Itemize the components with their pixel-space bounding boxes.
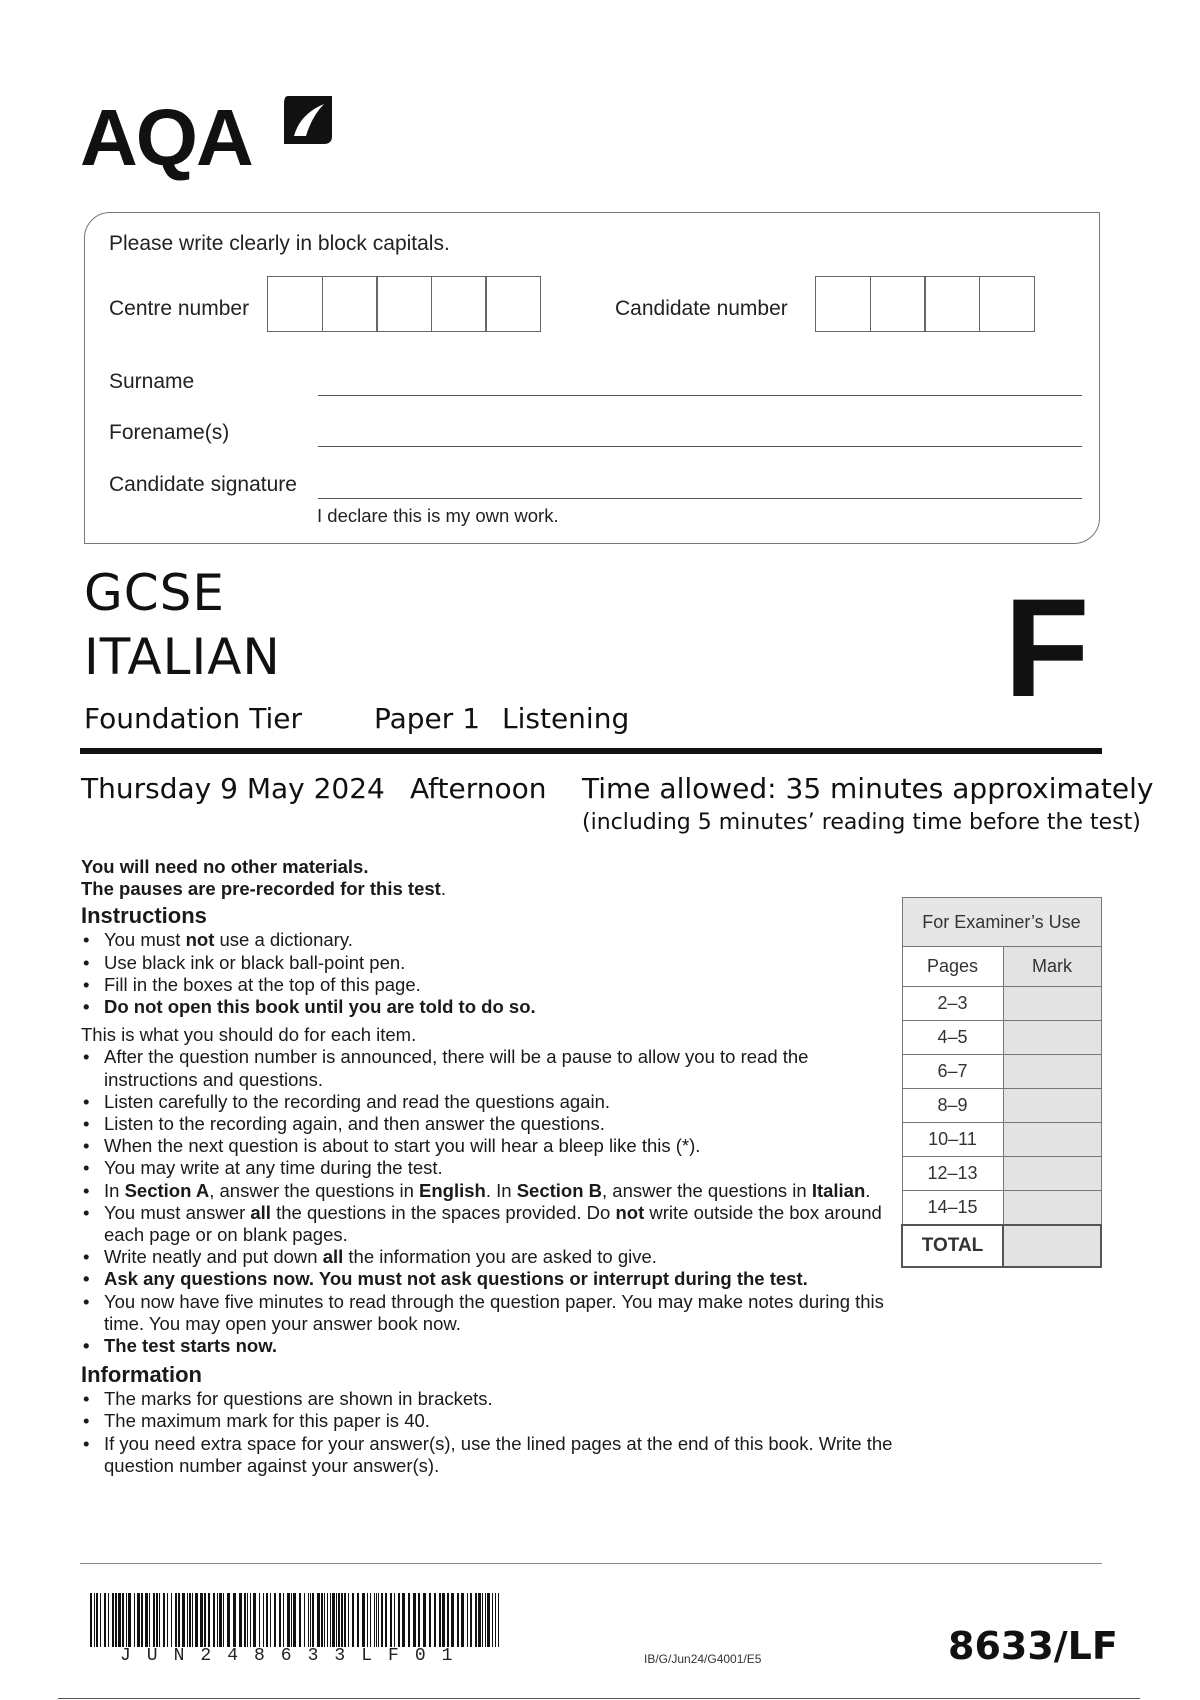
signature-label: Candidate signature [109,473,297,496]
examiner-use-table [901,897,1102,1268]
table-row [902,1191,1101,1226]
qualification-title: GCSE [84,564,225,622]
total-mark-cell[interactable] [1003,1225,1101,1267]
list-item: • If you need extra space for your answer(s), use the lined pages at the end of this book. Write the question number against your answer(s). [81,1433,901,1477]
tier-letter: F [1004,569,1090,726]
forename-label: Forename(s) [109,421,230,444]
list-item: • In Section A, answer the questions in English. In Section B, answer the questions in Italian. [81,1180,901,1202]
logo-text: AQA [80,93,252,182]
mark-cell[interactable] [1003,1123,1101,1157]
pages-cell: 12–13 [902,1157,1003,1191]
mark-cell[interactable] [1003,1021,1101,1055]
information-list [81,1388,901,1477]
list-item: • The test starts now. [81,1335,901,1357]
barcode-icon [90,1593,502,1647]
mark-column-header: Mark [1003,947,1101,987]
pages-cell: 2–3 [902,987,1003,1021]
paper-code: 8633/LF [948,1624,1118,1668]
candidate-number-boxes[interactable] [815,276,1033,332]
centre-number-cell[interactable] [376,276,432,332]
list-item: • When the next question is about to start you will hear a bleep like this (*). [81,1135,901,1157]
list-item: • You now have five minutes to read through the question paper. You may make notes during this time. You may open your answer book now. [81,1291,901,1335]
item-intro: This is what you should do for each item. [81,1024,417,1046]
table-row [902,1021,1101,1055]
pages-cell: 10–11 [902,1123,1003,1157]
table-row [902,1089,1101,1123]
centre-number-cell[interactable] [431,276,487,332]
centre-number-cell[interactable] [267,276,323,332]
barcode-text: JUN248633LF01 [120,1646,469,1666]
paper-component: Listening [502,702,630,735]
subject-title: ITALIAN [84,628,281,686]
instructions-heading: Instructions [81,903,207,929]
list-item: • Ask any questions now. You must not ask questions or interrupt during the test. [81,1268,901,1290]
information-heading: Information [81,1362,202,1388]
surname-label: Surname [109,370,195,393]
pages-column-header: Pages [902,947,1003,987]
mark-cell[interactable] [1003,1191,1101,1226]
total-label: TOTAL [902,1225,1003,1267]
footer-divider [80,1563,1102,1564]
centre-number-label: Centre number [109,297,250,320]
signature-line[interactable] [318,498,1082,499]
candidate-number-cell[interactable] [924,276,980,332]
list-item: • You must answer all the questions in the spaces provided. Do not write outside the box around each page or on blank pages. [81,1202,901,1246]
list-item: • Listen carefully to the recording and read the questions again. [81,1091,901,1113]
list-item: • The marks for questions are shown in brackets. [81,1388,901,1410]
mark-cell[interactable] [1003,987,1101,1021]
exam-session: Afternoon [410,772,547,805]
tier-name: Foundation Tier [84,702,302,735]
table-row [902,1123,1101,1157]
list-item: • Listen to the recording again, and then answer the questions. [81,1113,901,1135]
pauses-note: The pauses are pre-recorded for this test. [81,878,446,900]
paper-number: Paper 1 [374,702,481,735]
list-item: • You must not use a dictionary. [81,929,901,951]
examiner-table-heading: For Examiner’s Use [902,898,1101,947]
declaration-text: I declare this is my own work. [317,505,559,526]
list-item: • After the question number is announced, there will be a pause to allow you to read the instructions and questions. [81,1046,901,1090]
list-item: • You may write at any time during the test. [81,1157,901,1179]
candidate-number-label: Candidate number [615,297,788,320]
table-row [902,1157,1101,1191]
list-item: • Do not open this book until you are told to do so. [81,996,901,1018]
pages-cell: 14–15 [902,1191,1003,1226]
document-reference: IB/G/Jun24/G4001/E5 [644,1652,762,1666]
materials-note: You will need no other materials. [81,856,369,877]
list-item: • Write neatly and put down all the information you are asked to give. [81,1246,901,1268]
total-row [902,1225,1101,1267]
item-steps-list [81,1046,901,1357]
instructions-block [81,856,901,1477]
block-capitals-note: Please write clearly in block capitals. [109,232,450,255]
table-row [902,1055,1101,1089]
list-item: • Fill in the boxes at the top of this page. [81,974,901,996]
title-divider [80,748,1102,754]
exam-date: Thursday 9 May 2024 [81,772,385,805]
instructions-list [81,929,901,1018]
centre-number-boxes[interactable] [267,276,540,332]
list-item: • The maximum mark for this paper is 40. [81,1410,901,1432]
pages-cell: 6–7 [902,1055,1003,1089]
centre-number-cell[interactable] [322,276,378,332]
pages-cell: 4–5 [902,1021,1003,1055]
mark-cell[interactable] [1003,1055,1101,1089]
aqa-logo [80,88,350,188]
mark-cell[interactable] [1003,1157,1101,1191]
forename-line[interactable] [318,446,1082,447]
aqa-leaf-icon [280,92,336,148]
surname-line[interactable] [318,395,1082,396]
table-row [902,987,1101,1021]
mark-cell[interactable] [1003,1089,1101,1123]
candidate-number-cell[interactable] [979,276,1035,332]
pages-cell: 8–9 [902,1089,1003,1123]
page-bottom-rule [58,1698,1140,1699]
time-allowed: Time allowed: 35 minutes approximately [582,772,1154,805]
list-item: • Use black ink or black ball-point pen. [81,952,901,974]
candidate-number-cell[interactable] [815,276,871,332]
candidate-number-cell[interactable] [870,276,926,332]
centre-number-cell[interactable] [485,276,541,332]
time-note: (including 5 minutes’ reading time before the test) [582,810,1141,835]
